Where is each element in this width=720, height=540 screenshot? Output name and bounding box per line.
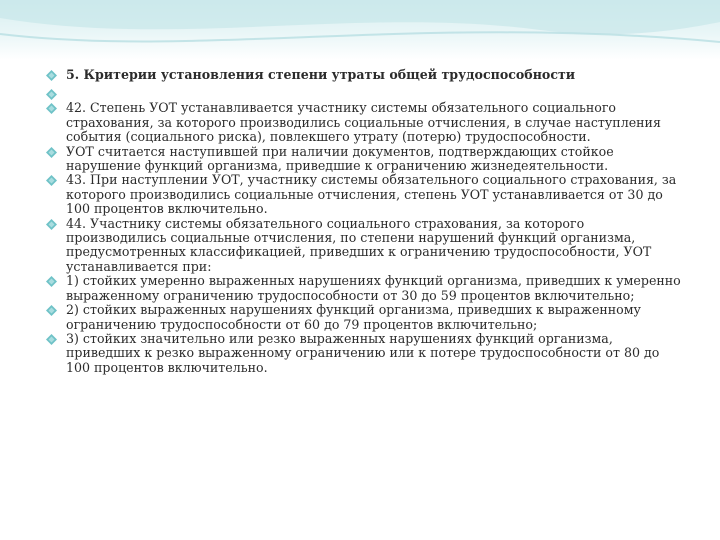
list-item-text: 1) стойких умеренно выраженных нарушениях функций организма, приведших к умеренно выраженному ограничению трудоспособности от 30 до 59 процентов включительно; — [66, 273, 681, 303]
list-item-text: 3) стойких значительно или резко выраженных нарушениях функций организма, приведших к резко выраженному ограничению или к потере трудоспособности от 80 до 100 процентов включительно. — [66, 330, 660, 375]
list-item — [44, 145, 684, 174]
diamond-bullet-icon — [46, 305, 57, 316]
list-item-text: 42. Степень УОТ устанавливается участнику системы обязательного социального страхования, за которого производились социальные отчисления, в случае наступления события (социального риска), повлекшего утрату (потерю) трудоспособности. — [66, 100, 661, 145]
slide-title-item — [44, 68, 684, 82]
diamond-bullet-icon — [46, 103, 57, 114]
list-item — [44, 274, 684, 303]
list-item — [44, 217, 684, 275]
diamond-bullet-icon — [46, 219, 57, 230]
list-item-text: 43. При наступлении УОТ, участнику системы обязательного социального страхования, за которого производились социальные отчисления, степень УОТ устанавливается от 30 до 100 процентов включительно. — [66, 172, 677, 217]
diamond-bullet-icon — [46, 147, 57, 158]
diamond-bullet-icon — [46, 70, 57, 81]
list-item-text: УОТ считается наступившей при наличии документов, подтверждающих стойкое нарушение функций организма, приведшие к ограничению жизнедеятельности. — [66, 143, 614, 174]
empty-list-item — [44, 87, 684, 101]
list-item — [44, 303, 684, 332]
header-wave-decoration — [0, 0, 720, 60]
list-item-text: 2) стойких выраженных нарушениях функций организма, приведших к выраженному ограничению трудоспособности от 60 до 79 процентов включительно; — [66, 302, 641, 332]
list-item — [44, 101, 684, 144]
slide-title: 5. Критерии установления степени утраты общей трудоспособности — [66, 67, 576, 82]
list-item — [44, 332, 684, 375]
diamond-bullet-icon — [46, 334, 57, 345]
slide-body — [44, 68, 684, 375]
diamond-bullet-icon — [46, 175, 57, 186]
diamond-bullet-icon — [46, 89, 57, 100]
list-item — [44, 173, 684, 216]
list-item-text: 44. Участнику системы обязательного социального страхования, за которого производились социальные отчисления, по степени нарушений функций организма, предусмотренных классификацией, приведших к ограничению трудоспособности, УОТ устанавливается при: — [66, 215, 652, 274]
slide-header-band — [0, 0, 720, 60]
diamond-bullet-icon — [46, 276, 57, 287]
